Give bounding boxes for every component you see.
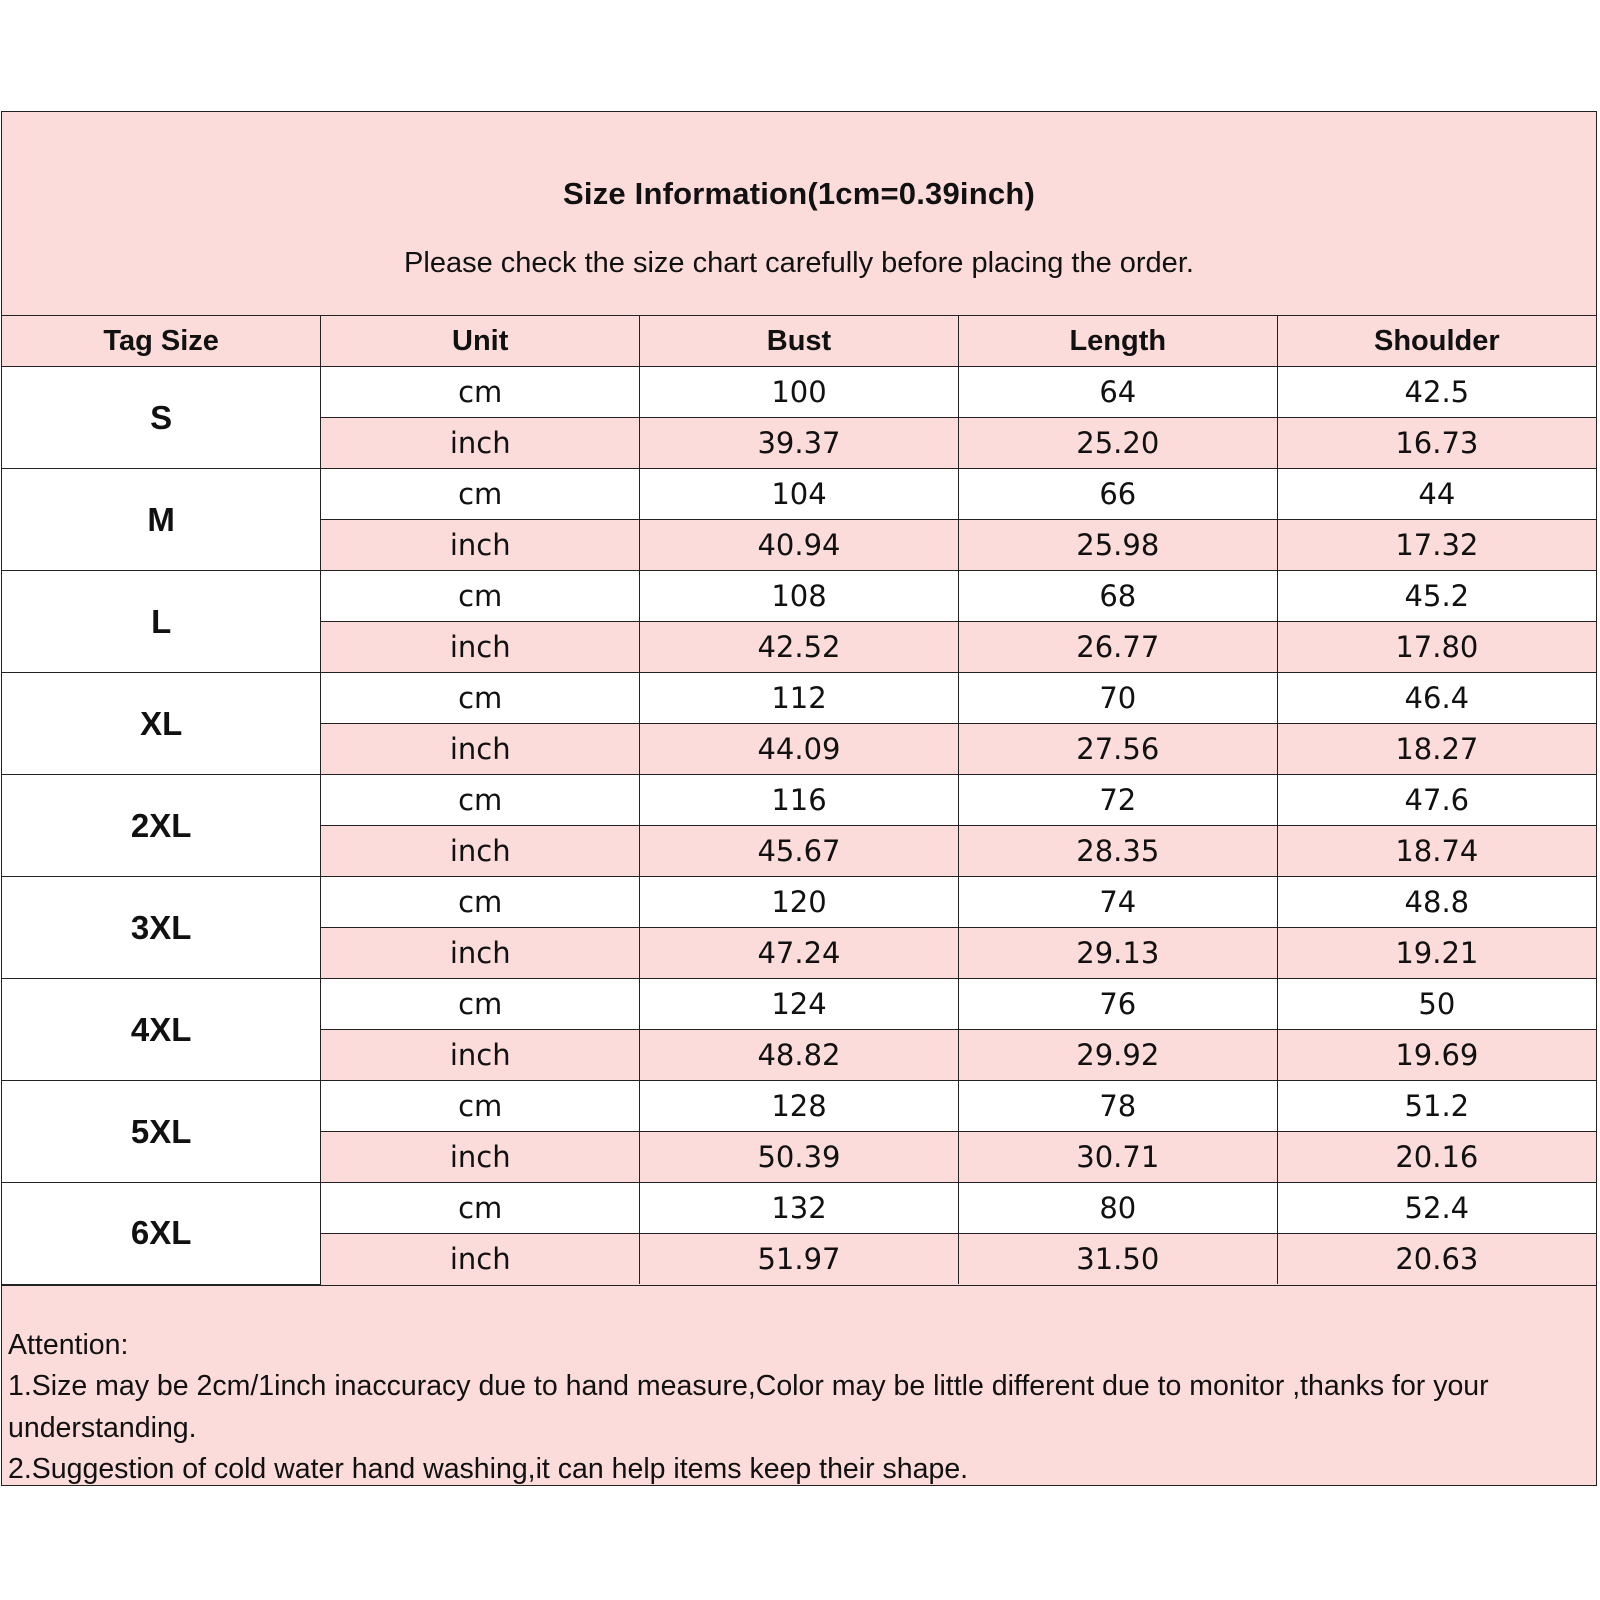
unit-cell: cm (321, 673, 640, 724)
unit-cell: inch (321, 1234, 640, 1285)
tag-size-cell: 4XL (2, 979, 321, 1081)
tag-size-cell: 5XL (2, 1081, 321, 1183)
unit-cell: cm (321, 1183, 640, 1234)
measurement-cell: 124 (640, 979, 959, 1030)
unit-cell: inch (321, 928, 640, 979)
table-row (2, 979, 1596, 1030)
tag-size-cell: M (2, 469, 321, 571)
tag-size-cell: XL (2, 673, 321, 775)
table-row (2, 775, 1596, 826)
measurement-cell: 52.4 (1277, 1183, 1596, 1234)
attention-notes (2, 1285, 1596, 1485)
measurement-cell: 30.71 (958, 1132, 1277, 1183)
measurement-cell: 18.74 (1277, 826, 1596, 877)
measurement-cell: 25.98 (958, 520, 1277, 571)
measurement-cell: 31.50 (958, 1234, 1277, 1285)
measurement-cell: 68 (958, 571, 1277, 622)
unit-cell: inch (321, 418, 640, 469)
measurement-cell: 80 (958, 1183, 1277, 1234)
tag-size-cell: S (2, 367, 321, 469)
unit-cell: cm (321, 571, 640, 622)
table-header-row (2, 316, 1596, 367)
measurement-cell: 72 (958, 775, 1277, 826)
table-body (2, 367, 1596, 1285)
unit-cell: cm (321, 877, 640, 928)
unit-cell: cm (321, 1081, 640, 1132)
table-row (2, 571, 1596, 622)
measurement-cell: 16.73 (1277, 418, 1596, 469)
column-header-bust: Bust (640, 316, 959, 367)
table-row (2, 1081, 1596, 1132)
measurement-cell: 27.56 (958, 724, 1277, 775)
attention-label: Attention: (8, 1328, 129, 1361)
measurement-cell: 42.5 (1277, 367, 1596, 418)
tag-size-cell: L (2, 571, 321, 673)
measurement-cell: 70 (958, 673, 1277, 724)
measurement-cell: 108 (640, 571, 959, 622)
column-header-unit: Unit (321, 316, 640, 367)
measurement-cell: 45.2 (1277, 571, 1596, 622)
measurement-cell: 51.97 (640, 1234, 959, 1285)
measurement-cell: 42.52 (640, 622, 959, 673)
measurement-cell: 26.77 (958, 622, 1277, 673)
measurement-cell: 47.24 (640, 928, 959, 979)
measurement-cell: 47.6 (1277, 775, 1596, 826)
unit-cell: cm (321, 367, 640, 418)
measurement-cell: 48.8 (1277, 877, 1596, 928)
measurement-cell: 120 (640, 877, 959, 928)
measurement-cell: 74 (958, 877, 1277, 928)
size-table (2, 316, 1596, 1285)
unit-cell: inch (321, 1030, 640, 1081)
unit-cell: inch (321, 622, 640, 673)
measurement-cell: 20.63 (1277, 1234, 1596, 1285)
measurement-cell: 29.13 (958, 928, 1277, 979)
unit-cell: cm (321, 979, 640, 1030)
measurement-cell: 51.2 (1277, 1081, 1596, 1132)
measurement-cell: 78 (958, 1081, 1277, 1132)
tag-size-cell: 6XL (2, 1183, 321, 1285)
table-row (2, 1183, 1596, 1234)
table-row (2, 877, 1596, 928)
unit-cell: cm (321, 469, 640, 520)
table-row (2, 367, 1596, 418)
column-header-tag-size: Tag Size (2, 316, 321, 367)
table-row (2, 673, 1596, 724)
tag-size-cell: 3XL (2, 877, 321, 979)
unit-cell: inch (321, 724, 640, 775)
measurement-cell: 116 (640, 775, 959, 826)
unit-cell: inch (321, 520, 640, 571)
measurement-cell: 19.21 (1277, 928, 1596, 979)
measurement-cell: 132 (640, 1183, 959, 1234)
measurement-cell: 66 (958, 469, 1277, 520)
measurement-cell: 48.82 (640, 1030, 959, 1081)
unit-cell: cm (321, 775, 640, 826)
measurement-cell: 104 (640, 469, 959, 520)
note-washing: 2.Suggestion of cold water hand washing,it can help items keep their shape. (8, 1453, 969, 1485)
measurement-cell: 39.37 (640, 418, 959, 469)
measurement-cell: 17.32 (1277, 520, 1596, 571)
measurement-cell: 40.94 (640, 520, 959, 571)
measurement-cell: 29.92 (958, 1030, 1277, 1081)
note-measurement: 1.Size may be 2cm/1inch inaccuracy due to hand measure,Color may be little different due to monitor ,thanks for your understanding. (8, 1370, 1489, 1444)
column-header-length: Length (958, 316, 1277, 367)
measurement-cell: 112 (640, 673, 959, 724)
measurement-cell: 50 (1277, 979, 1596, 1030)
measurement-cell: 100 (640, 367, 959, 418)
unit-cell: inch (321, 1132, 640, 1183)
measurement-cell: 64 (958, 367, 1277, 418)
size-chart (1, 111, 1597, 1486)
measurement-cell: 50.39 (640, 1132, 959, 1183)
measurement-cell: 46.4 (1277, 673, 1596, 724)
measurement-cell: 19.69 (1277, 1030, 1596, 1081)
measurement-cell: 28.35 (958, 826, 1277, 877)
measurement-cell: 25.20 (958, 418, 1277, 469)
measurement-cell: 18.27 (1277, 724, 1596, 775)
page-subtitle: Please check the size chart carefully before placing the order. (404, 247, 1194, 279)
column-header-shoulder: Shoulder (1277, 316, 1596, 367)
measurement-cell: 128 (640, 1081, 959, 1132)
measurement-cell: 17.80 (1277, 622, 1596, 673)
measurement-cell: 45.67 (640, 826, 959, 877)
measurement-cell: 44.09 (640, 724, 959, 775)
table-row (2, 469, 1596, 520)
tag-size-cell: 2XL (2, 775, 321, 877)
page-title: Size Information(1cm=0.39inch) (563, 176, 1035, 211)
measurement-cell: 20.16 (1277, 1132, 1596, 1183)
size-chart-header (2, 112, 1596, 316)
measurement-cell: 44 (1277, 469, 1596, 520)
unit-cell: inch (321, 826, 640, 877)
measurement-cell: 76 (958, 979, 1277, 1030)
